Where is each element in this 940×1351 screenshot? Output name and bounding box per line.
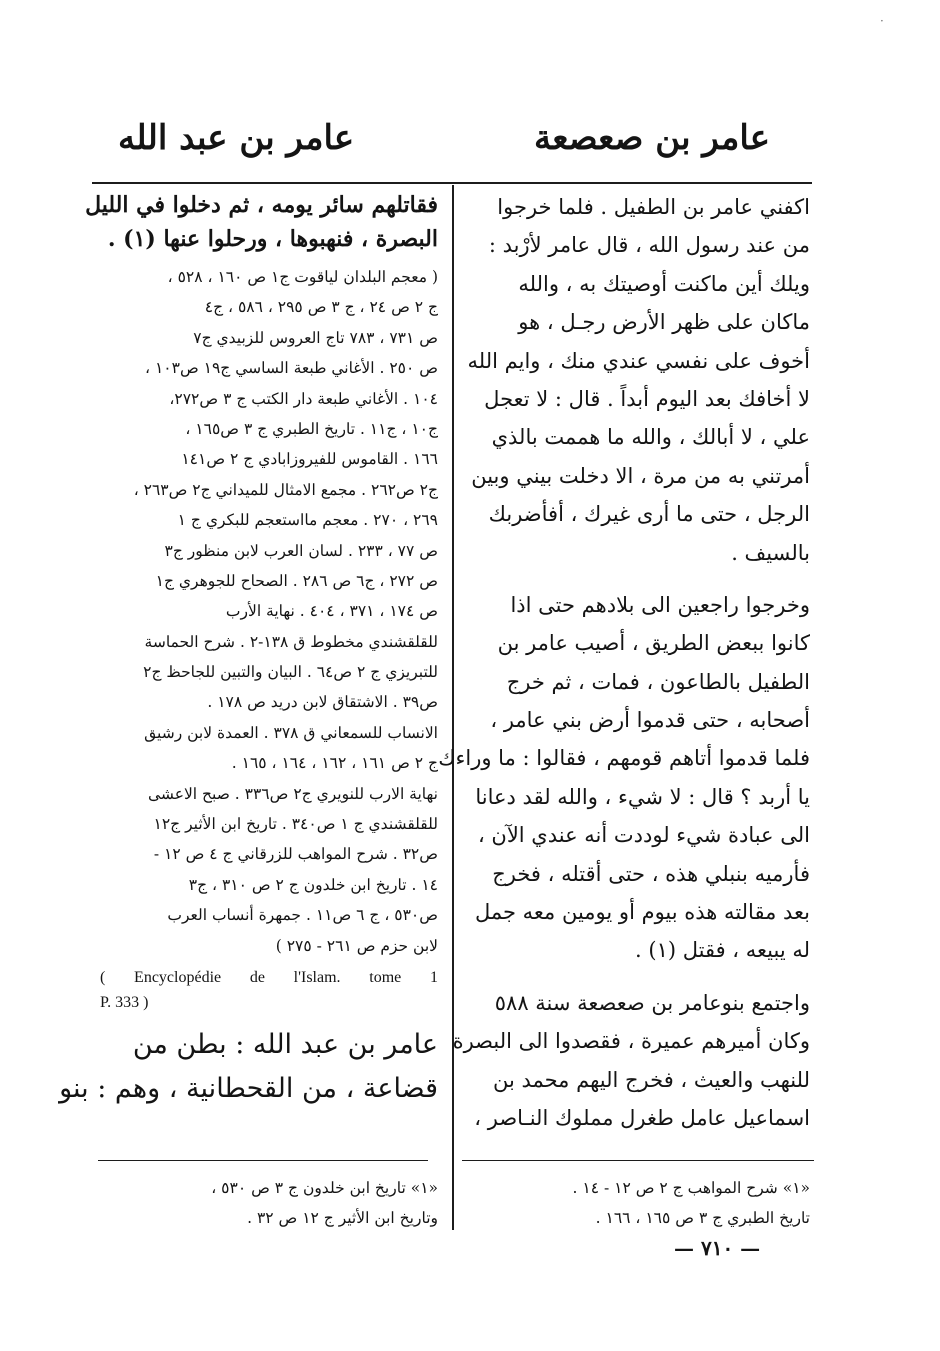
reference-line: ص ٧٣١ ، ٧٨٣ تاج العروس للزبيدي ج٧: [193, 328, 438, 347]
footnotes-left: [100, 1173, 438, 1233]
text-line: كانوا ببعض الطريق ، أصيب عامر بن: [497, 631, 810, 656]
reference-line: ٢٦٩ ، ٢٧٠ . معجم مااستعجم للبكري ج ١: [177, 511, 438, 530]
reference-line: ص٣٢ . شرح المواهب للزرقاني ج ٤ ص ١٢ -: [153, 845, 438, 864]
text-line: للنهب والعيث ، فخرج اليهم محمد بن: [492, 1067, 810, 1092]
text-line: وخرجوا راجعين الى بلادهم حتى اذا: [510, 592, 810, 617]
reference-line: ١٠٤ . الأغاني طبعة دار الكتب ج ٣ ص٢٧٢،: [169, 389, 438, 408]
reference-line: للقلقشندي مخطوط ق ١٣٨-٢ . شرح الحماسة: [144, 632, 438, 651]
text-line: ويلك أين ماكنت أوصيتك به ، والله: [518, 271, 810, 296]
text-line: بعد مقالته هذه بيوم أو يومين معه جمل: [474, 900, 810, 925]
running-head-left: عامر بن عبد الله: [118, 118, 355, 158]
footnote-line: تاريخ الطبري ج ٣ ص ١٦٥ ، ١٦٦ .: [595, 1209, 810, 1227]
reference-line: ج ٢ ص ١٦١ ، ١٦٢ ، ١٦٤ ، ١٦٥ .: [231, 754, 438, 773]
text-line: اكفني عامر بن الطفيل . فلما خرجوا: [497, 195, 810, 219]
text-line: علي ، لا أبالك ، والله ما هممت بالذي: [491, 425, 810, 450]
reference-line: ص ٧٧ ، ٢٣٣ . لسان العرب لابن منظور ج٣: [164, 541, 438, 560]
encyclopedia-title: ( Encyclopédie de l'Islam. tome 1: [100, 968, 438, 986]
text-line: فأرميه بنبلي هذه ، حتى أقتله ، فخرج: [492, 861, 810, 886]
reference-line: ص٣٩ . الاشتقاق لابن دريد ص ١٧٨ .: [207, 693, 438, 712]
reference-line: الانساب للسمعاني ق ٣٧٨ . العمدة لابن رشيق: [144, 723, 438, 742]
reference-line: للتبريزي ج ٢ ص٦٤ . البيان والتبين للجاحظ ج٢: [143, 663, 438, 682]
text-line: لا أخافك بعد اليوم أبداً . قال : لا تعجل: [484, 386, 810, 411]
running-head-right: عامر بن صعصعة: [533, 118, 770, 158]
lead-text: [85, 188, 438, 256]
header-rule: [92, 182, 812, 184]
reference-line: ج١٠ ، ج١١ . تاريخ الطبري ج ٣ ص١٦٥ ،: [185, 419, 438, 438]
reference-line: ص ١٧٤ ، ٣٧١ ، ٤٠٤ . نهاية الأرب: [225, 602, 438, 621]
paragraph-3: [452, 984, 810, 1138]
text-line: البصرة ، فنهبوها ، ورحلوا عنها (١) .: [107, 226, 438, 252]
scan-speck: ·: [880, 14, 884, 28]
reference-line: للقلقشندي ج ١ ص٣٤٠ . تاريخ ابن الأثير ج١٢: [153, 815, 438, 834]
text-line: أمرتني به من مرة ، الا دخلت بيني وبين: [471, 463, 810, 488]
text-line: وكان أميرهم عميرة ، فقصدوا الى البصرة: [452, 1029, 810, 1054]
reference-line: ج٢ ص٢٦٢ . مجمع الامثال للميداني ج٢ ص٢٦٣ ،: [133, 480, 438, 499]
text-line: فقاتلهم سائر يومه ، ثم دخلوا في الليل: [85, 192, 438, 218]
text-line: الطفيل بالطاعون ، فمات ، ثم خرج: [506, 669, 810, 694]
right-column: [438, 188, 810, 1137]
entry-line: قضاعة ، من القحطانية ، وهم : بنو: [59, 1072, 438, 1104]
left-column: [59, 188, 438, 1111]
footnote-rule-right: [462, 1160, 814, 1161]
reference-line: ( معجم البلدان لياقوت ج١ ص ١٦٠ ، ٥٢٨ ،: [167, 268, 438, 286]
footnotes-right: [460, 1173, 810, 1233]
text-line: يا أربد ؟ قال : لا شيء ، والله لقد دعانا: [475, 784, 810, 809]
encyclopedia-page: P. 333 ): [100, 993, 149, 1011]
text-line: الى عبادة شيء لوددت أنه عندي الآن ،: [477, 823, 810, 848]
reference-line: ج ٢ ص ٢٤ ، ج ٣ ص ٢٩٥ ، ٥٨٦ ، ج٤: [204, 298, 438, 317]
text-line: اسماعيل عامل طغرل مملوك النـاصر ،: [474, 1105, 810, 1130]
text-line: بالسيف .: [731, 540, 810, 565]
reference-line: لابن حزم ص ٢٦١ - ٢٧٥ ): [275, 936, 438, 955]
footnote-line: «١» شرح المواهب ج ٢ ص ١٢ - ١٤ .: [572, 1179, 810, 1197]
text-line: الرجل ، حتى ما أرى غيرك ، أفأضربك: [488, 502, 810, 527]
paragraph-1: [460, 188, 810, 572]
text-line: من عند رسول الله ، قال عامر لأرْبد :: [488, 233, 810, 258]
new-entry: [59, 1023, 438, 1111]
footnote-rule-left: [98, 1160, 428, 1161]
reference-list: [100, 262, 438, 961]
text-line: له يبيعه ، فقتل (١) .: [635, 938, 810, 963]
reference-line: ص ٢٥٠ . الأغاني طبعة الساسي ج١٩ ص١٠٣ ،: [145, 359, 438, 378]
page-number: — ٧١٠ —: [674, 1236, 761, 1260]
footnote-line: وتاريخ ابن الأثير ج ١٢ ص ٣٢ .: [247, 1209, 438, 1227]
entry-line: عامر بن عبد الله : بطن من: [132, 1028, 438, 1060]
reference-line: ص٥٣٠ ، ج ٦ ص١١ . جمهرة أنساب العرب: [167, 906, 438, 925]
text-line: أصحابه ، حتى قدموا أرض بني عامر ،: [490, 708, 810, 733]
footnote-line: «١» تاريخ ابن خلدون ج ٣ ص ٥٣٠ ،: [211, 1179, 438, 1197]
text-line: فلما قدموا أتاهم قومهم ، فقالوا : ما وراءك: [438, 746, 810, 771]
reference-line: نهاية الارب للنويري ج٢ ص٣٣٦ . صبح الاعشى: [147, 784, 438, 803]
reference-line: ١٦٦ . القاموس للفيروزابادي ج ٢ ص١٤١: [181, 450, 438, 469]
reference-line: ١٤ . تاريخ ابن خلدون ج ٢ ص ٣١٠ ، ج٣: [188, 875, 438, 894]
paragraph-2: [438, 586, 810, 970]
text-line: أخوف على نفسي عندي منك ، وايم الله: [467, 348, 810, 373]
text-line: واجتمع بنوعامر بن صعصعة سنة ٥٨٨: [494, 990, 810, 1015]
text-line: ماكان على ظهر الأرض رجـل ، هو: [518, 310, 810, 335]
reference-line: ص ٢٧٢ ، ج٦ ص ٢٨٦ . الصحاح للجوهري ج١: [155, 571, 438, 590]
encyclopedia-reference: [100, 965, 438, 1015]
column-divider: [452, 185, 454, 1230]
